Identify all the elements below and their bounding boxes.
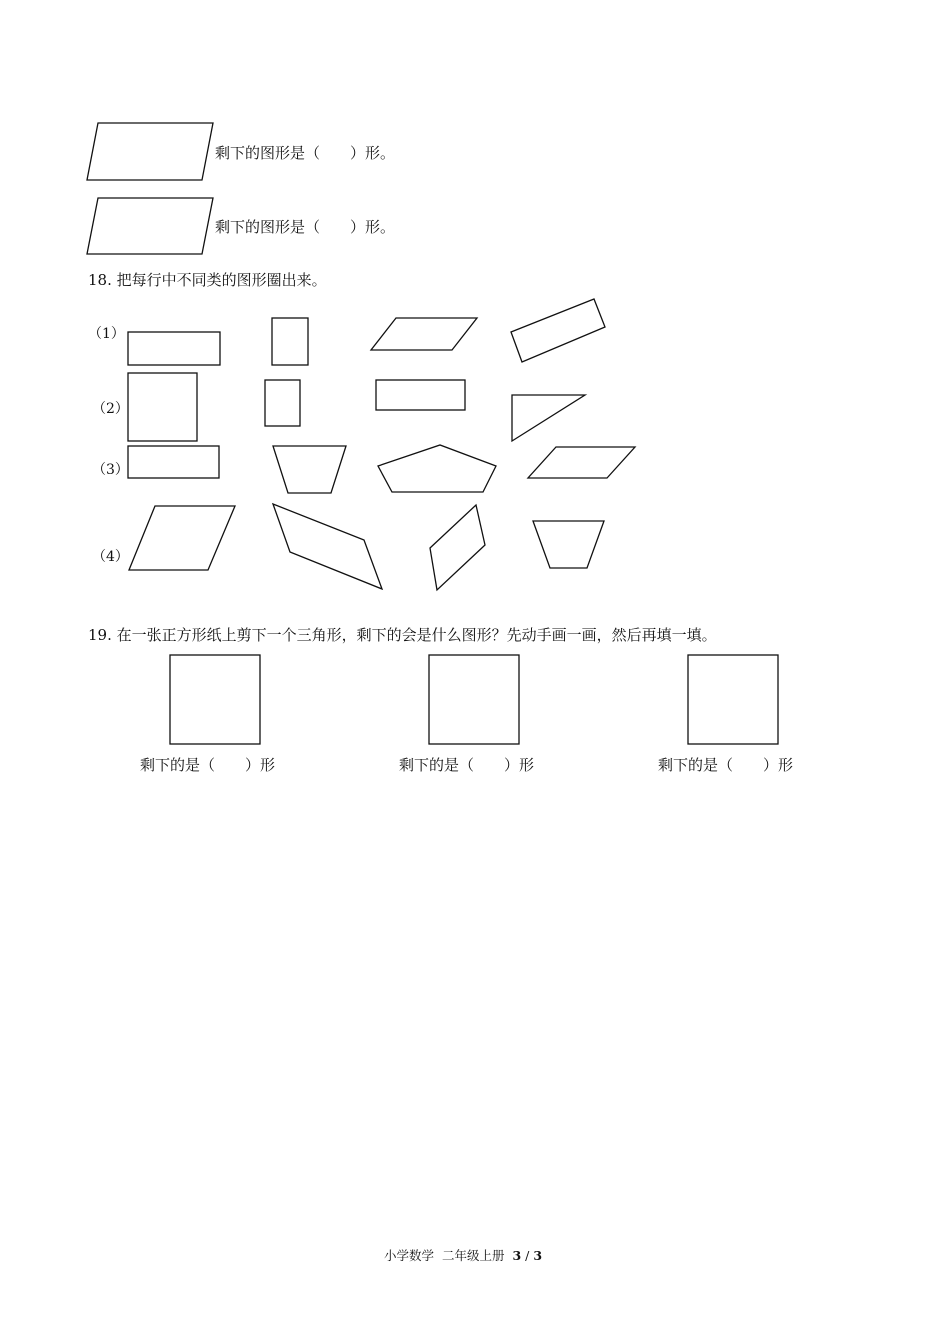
q18-row-1-label: （1） xyxy=(88,326,125,342)
q19-answer-3: 剩下的是（ ）形 xyxy=(658,756,794,774)
q18-row4-trapezoid xyxy=(532,520,606,570)
q18-row1-rectangle-1 xyxy=(127,331,222,367)
q19-square-1 xyxy=(169,654,263,747)
page-footer xyxy=(384,1248,542,1264)
q18-row4-parallelogram-3 xyxy=(429,504,488,592)
q18-row4-parallelogram-1 xyxy=(128,505,238,573)
q19-square-2 xyxy=(428,654,522,747)
q17-parallelogram-2 xyxy=(86,197,216,259)
q18-row3-rectangle xyxy=(127,445,221,479)
q18-title: 18. 把每行中不同类的图形圈出来。 xyxy=(88,271,327,289)
q18-row3-parallelogram xyxy=(527,446,637,480)
q18-row3-trapezoid xyxy=(272,445,348,495)
q18-row1-rectangle-2 xyxy=(271,317,311,367)
q19-title: 19. 在一张正方形纸上剪下一个三角形，剩下的会是什么图形？先动手画一画，然后再填一填。 xyxy=(88,626,717,644)
q18-row-2-label: （2） xyxy=(92,401,129,417)
q18-row3-pentagon xyxy=(377,444,499,495)
footer-subject: 小学数学 xyxy=(384,1248,435,1263)
q18-row1-rectangle-tilted xyxy=(510,298,608,366)
q18-row-3-label: （3） xyxy=(92,462,129,478)
q18-row-4-label: （4） xyxy=(92,549,129,565)
q17-answer-1: 剩下的图形是（ ）形。 xyxy=(215,144,396,162)
footer-grade: 二年级上册 xyxy=(441,1248,505,1263)
q18-row2-triangle xyxy=(511,394,588,444)
footer-page: 3 xyxy=(512,1248,522,1263)
q19-answer-1: 剩下的是（ ）形 xyxy=(140,756,276,774)
q19-square-3 xyxy=(687,654,781,747)
q18-row1-parallelogram xyxy=(370,317,480,353)
q19-answer-2: 剩下的是（ ）形 xyxy=(399,756,535,774)
q18-row2-rectangle-2 xyxy=(375,379,467,411)
q18-row4-parallelogram-2 xyxy=(272,503,384,591)
q18-row2-square xyxy=(127,372,199,443)
q18-row2-rectangle-1 xyxy=(264,379,302,428)
q17-parallelogram-1 xyxy=(86,122,216,184)
footer-separator: / xyxy=(525,1248,530,1263)
q17-answer-2: 剩下的图形是（ ）形。 xyxy=(215,218,396,236)
footer-total: 3 xyxy=(533,1248,543,1263)
